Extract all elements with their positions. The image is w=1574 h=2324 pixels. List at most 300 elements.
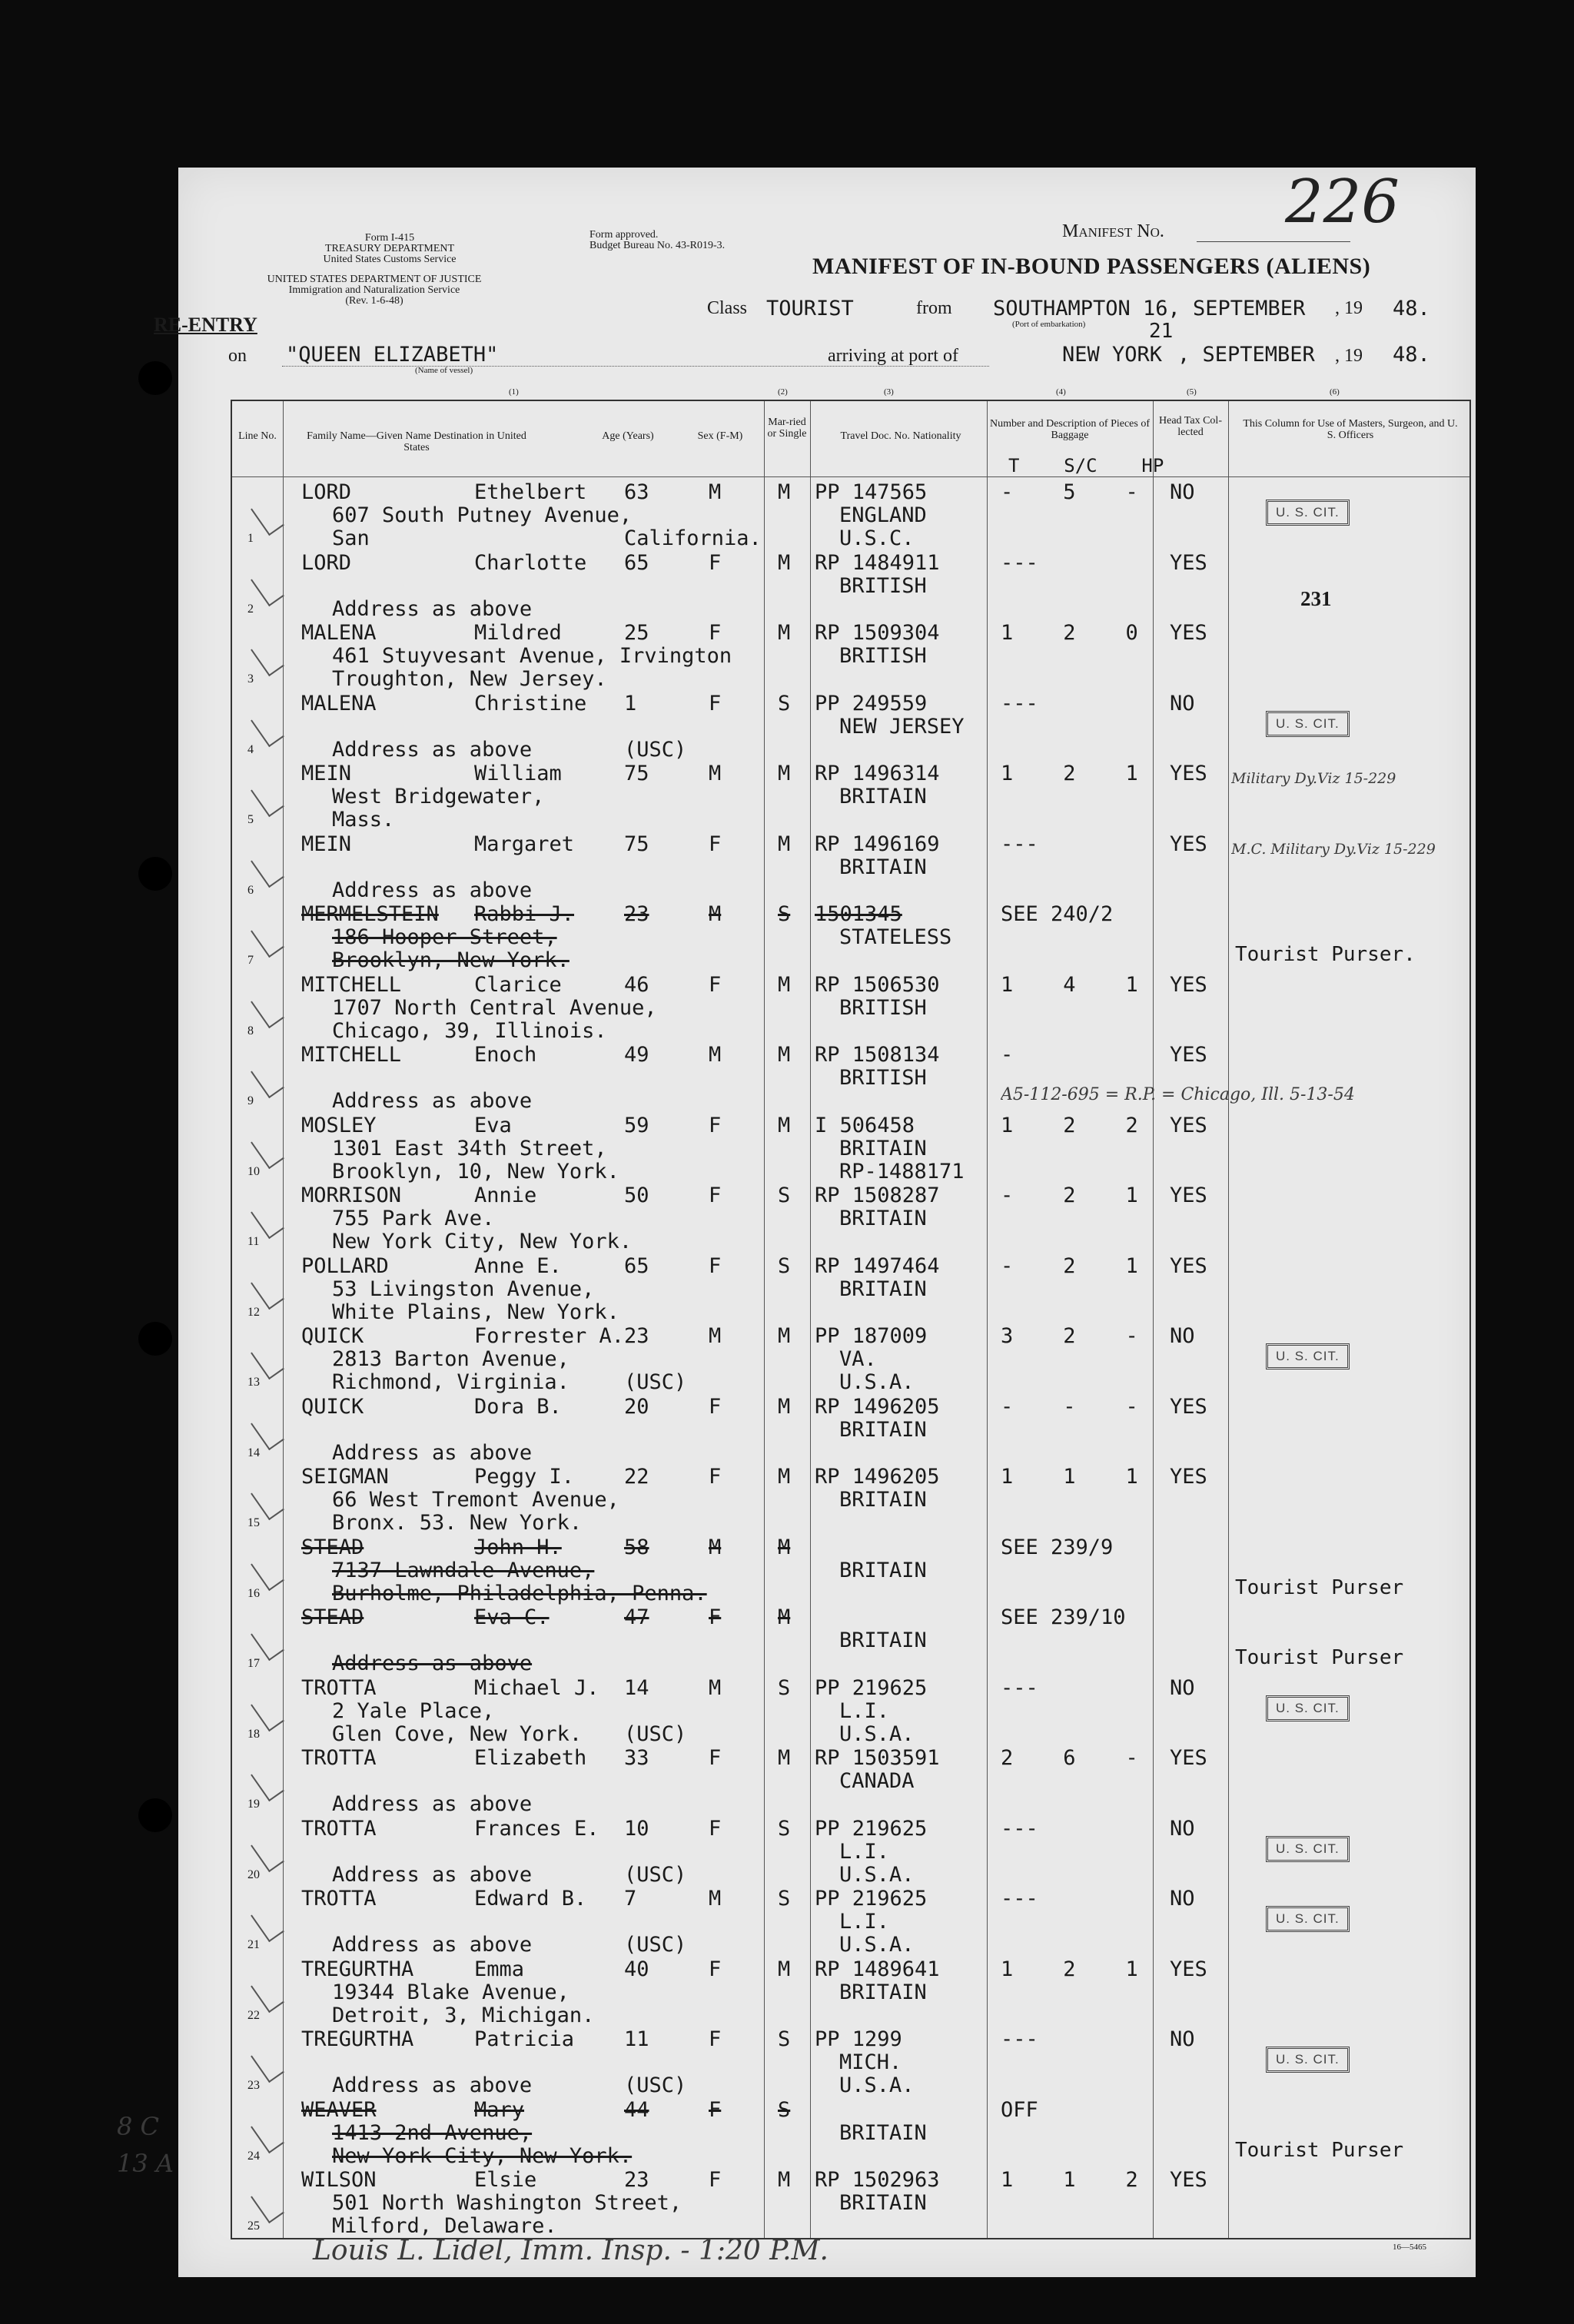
marital-status: M [778,1465,791,1489]
travel-doc: RP 1508134 [815,1043,940,1067]
head-tax: NO [1170,1675,1195,1700]
head-tax: YES [1170,1043,1207,1067]
baggage: --- [1001,1675,1038,1700]
table-row [232,619,1469,689]
table-row [232,1603,1469,1674]
address-line-2: Address as above [332,878,533,902]
address-line-2: Richmond, Virginia. [332,1370,569,1394]
line-number: 8 [247,1024,254,1038]
us-citizen-stamp: U. S. CIT. [1266,1695,1350,1721]
age: 23 [624,902,649,926]
us-citizen-stamp: U. S. CIT. [1266,500,1350,526]
head-tax: YES [1170,1394,1207,1419]
given-name: William [474,762,562,785]
family-name: SEIGMAN [301,1465,389,1489]
baggage: - [1001,1043,1014,1067]
marital-status: M [778,1535,791,1559]
travel-doc: RP 1502963 [815,2168,940,2192]
nationality: BRITAIN [839,1136,927,1160]
address-line-2: Address as above [332,1792,533,1816]
doj-title: UNITED STATES DEPARTMENT OF JUSTICE [267,274,482,285]
vessel-name: "QUEEN ELIZABETH" [286,343,499,367]
colnum-4: (4) [1056,387,1066,397]
line-number: 13 [247,1376,260,1389]
baggage: 1 2 1 [1001,1957,1138,1981]
baggage: SEE 239/10 [1001,1605,1126,1629]
nationality: BRITAIN [839,785,927,808]
given-name: Charlotte [474,550,587,575]
table-row [232,1533,1469,1604]
marital-status: M [778,621,791,645]
travel-doc: PP 187009 [815,1324,928,1348]
table-row [232,1181,1469,1252]
age: 11 [624,2027,649,2051]
age: 63 [624,480,649,504]
family-name: WILSON [301,2168,377,2192]
purser-note: Tourist Purser [1235,1575,1404,1599]
officer-handwritten-note: A5-112-695 = R.P. = Chicago, Ill. 5-13-54 [1001,1085,1355,1104]
family-name: TROTTA [301,1816,377,1841]
colnum-2: (2) [778,387,788,397]
given-name: Forrester A. [474,1324,625,1348]
family-name: TROTTA [301,1675,377,1700]
marital-status: S [778,902,791,926]
check-mark [251,921,284,958]
travel-doc: 1501345 [815,902,902,926]
nationality: VA. [839,1347,877,1371]
line-number: 20 [247,1868,260,1881]
sex: M [709,902,722,926]
address-line-2: Address as above [332,1933,533,1957]
nationality: BRITAIN [839,855,927,879]
family-name: QUICK [301,1394,364,1419]
address-line-2: Troughton, New Jersey. [332,667,607,691]
line-number: 2 [247,602,254,616]
us-citizen-stamp: U. S. CIT. [1266,711,1350,737]
colnum-5: (5) [1187,387,1197,397]
marital-status: S [778,1253,791,1278]
table-row [232,830,1469,901]
check-mark [251,850,284,887]
margin-note-2: 13 A [117,2149,174,2178]
sex: F [709,1113,722,1137]
table-row [232,1674,1469,1745]
nationality: BRITAIN [839,1417,927,1442]
table-row [232,1322,1469,1393]
family-name: POLLARD [301,1253,389,1278]
baggage: --- [1001,1887,1038,1911]
line-number: 9 [247,1094,254,1107]
age: 33 [624,1746,649,1770]
arriving-label: arriving at port of [828,346,958,366]
head-tax: YES [1170,972,1207,997]
address-line-1: 53 Livingston Avenue, [332,1277,595,1301]
nationality: L.I. [839,1698,890,1723]
given-name: Anne E. [474,1253,562,1278]
line-number: 12 [247,1305,260,1319]
sex: F [709,1957,722,1981]
baggage: SEE 240/2 [1001,902,1114,926]
port-embarkation: SOUTHAMPTON [993,297,1131,320]
sex: F [709,1253,722,1278]
family-name: MOSLEY [301,1113,377,1137]
nationality: BRITAIN [839,1277,927,1301]
travel-doc: PP 219625 [815,1816,928,1841]
address-line-1: 2 Yale Place, [332,1698,495,1723]
baggage: SEE 239/9 [1001,1535,1114,1559]
table-row [232,900,1469,971]
baggage: - 2 1 [1001,1184,1138,1207]
family-name: TREGURTHA [301,2027,414,2051]
vessel-caption: (Name of vessel) [415,366,473,375]
baggage: 1 4 1 [1001,972,1138,997]
nationality: BRITISH [839,1066,927,1090]
header-baggage-cols: T S/C HP [1008,455,1164,476]
head-tax: YES [1170,1253,1207,1278]
family-name: MITCHELL [301,972,402,997]
age: 75 [624,832,649,856]
address-line-1: 1707 North Central Avenue, [332,995,657,1020]
table-row [232,2025,1469,2096]
address-line-3: (USC) [624,2073,687,2097]
baggage: 1 2 0 [1001,621,1138,645]
purser-note: Tourist Purser [1235,2138,1404,2162]
us-citizen-stamp: U. S. CIT. [1266,1906,1350,1932]
baggage: --- [1001,691,1038,715]
line-number: 10 [247,1164,260,1178]
given-name: Peggy I. [474,1465,575,1489]
us-citizen-stamp: U. S. CIT. [1266,1836,1350,1862]
given-name: Elsie [474,2168,537,2192]
head-tax: YES [1170,832,1207,856]
head-tax: YES [1170,1465,1207,1489]
table-row [232,549,1469,619]
address-line-3: (USC) [624,1933,687,1957]
officer-handwritten-note: Military Dy.Viz 15-229 [1231,770,1396,787]
sex: F [709,2097,722,2122]
officer-handwritten-note: M.C. Military Dy.Viz 15-229 [1231,840,1436,858]
head-tax: YES [1170,762,1207,785]
head-tax: YES [1170,1113,1207,1137]
nationality: L.I. [839,1910,890,1934]
sex: F [709,1465,722,1489]
table-row [232,478,1469,549]
given-name: John H. [474,1535,562,1559]
given-name: Mildred [474,621,562,645]
family-name: MEIN [301,762,352,785]
marital-status: S [778,2027,791,2051]
address-line-2: New York City, New York. [332,1230,633,1253]
marital-status: M [778,1605,791,1629]
sex: F [709,691,722,715]
line-number: 4 [247,742,254,756]
marital-status: S [778,2097,791,2122]
family-name: LORD [301,480,352,504]
header-sex: Sex (F-M) [697,430,743,442]
sex: F [709,1184,722,1207]
family-name: MERMELSTEIN [301,902,439,926]
travel-doc: RP 1484911 [815,550,940,575]
line-number: 11 [247,1235,260,1248]
baggage: 1 1 2 [1001,2168,1138,2192]
sex: F [709,2168,722,2192]
check-mark [251,569,284,606]
address-line-2: Brooklyn, 10, New York. [332,1159,619,1184]
age: 75 [624,762,649,785]
table-row [232,1884,1469,1955]
baggage: 3 2 - [1001,1324,1138,1348]
marital-status: M [778,832,791,856]
head-tax: NO [1170,2027,1195,2051]
colnum-1: (1) [509,387,519,397]
baggage: --- [1001,832,1038,856]
table-row [232,1462,1469,1533]
from-label: from [916,298,952,318]
address-line-3: (USC) [624,1862,687,1887]
age: 10 [624,1816,649,1841]
address-line-2: Detroit, 3, Michigan. [332,2003,595,2027]
head-tax: NO [1170,1324,1195,1348]
embark-date: 16, SEPTEMBER [1143,297,1306,320]
address-line-2: Address as above [332,1862,533,1887]
purser-note: Tourist Purser. [1235,943,1416,966]
age: 23 [624,2168,649,2192]
marital-status: M [778,972,791,997]
arrival-date: , SEPTEMBER [1177,343,1315,367]
marital-status: M [778,1043,791,1067]
embark-year: 48. [1393,297,1430,320]
sex: F [709,1605,722,1629]
age: 44 [624,2097,649,2122]
sex: M [709,1887,722,1911]
table-row [232,1955,1469,2026]
address-line-2: Milford, Delaware. [332,2214,557,2238]
punch-hole [138,1798,172,1832]
header-married: Mar-ried or Single [767,417,807,440]
address-line-2: Address as above [332,737,533,762]
manifest-title: MANIFEST OF IN-BOUND PASSENGERS (ALIENS) [812,254,1371,279]
age: 7 [624,1887,637,1911]
address-line-2: Address as above [332,1652,533,1675]
head-tax: YES [1170,1184,1207,1207]
marital-status: S [778,1887,791,1911]
nationality: ENGLAND [839,503,927,527]
address-line-2: White Plains, New York. [332,1300,619,1324]
nationality-2: U.S.C. [839,526,915,550]
given-name: Emma [474,1957,525,1981]
address-line-1: 1301 East 34th Street, [332,1136,607,1160]
line-number: 19 [247,1798,260,1811]
address-line-1: 2813 Barton Avenue, [332,1347,569,1371]
table-row [232,1111,1469,1182]
sex: M [709,762,722,785]
given-name: Enoch [474,1043,537,1067]
address-line-3: (USC) [624,1721,687,1746]
nationality-2: U.S.A. [839,2073,915,2097]
travel-doc: RP 1509304 [815,621,940,645]
age: 58 [624,1535,649,1559]
age: 25 [624,621,649,645]
nationality: BRITISH [839,644,927,668]
age: 23 [624,1324,649,1348]
table-row [232,2096,1469,2166]
given-name: Margaret [474,832,575,856]
family-name: MALENA [301,621,377,645]
head-tax: NO [1170,1887,1195,1911]
age: 50 [624,1184,649,1207]
table-row [232,689,1469,760]
sex: F [709,1816,722,1841]
given-name: Clarice [474,972,562,997]
address-line-2: Bronx. 53. New York. [332,1511,583,1535]
manifest-no-label: Manifest No. [1062,221,1164,241]
sex: M [709,1043,722,1067]
given-name: Annie [474,1184,537,1207]
marital-status: M [778,2168,791,2192]
given-name: Frances E. [474,1816,599,1841]
given-name: Patricia [474,2027,575,2051]
marital-status: M [778,1394,791,1419]
line-number: 14 [247,1446,260,1459]
punch-hole [138,361,172,395]
head-tax: YES [1170,2168,1207,2192]
baggage: OFF [1001,2097,1038,2122]
line-number: 5 [247,813,254,826]
sex: M [709,1535,722,1559]
baggage: 1 1 1 [1001,1465,1138,1489]
class-label: Class [707,298,748,318]
line-number: 7 [247,954,254,967]
head-tax: YES [1170,1746,1207,1770]
ins-title: Immigration and Naturalization Service [288,284,460,296]
age: 65 [624,550,649,575]
baggage: --- [1001,550,1038,575]
address-line-2: Mass. [332,808,395,832]
address-line-2: Address as above [332,596,533,621]
purser-note: Tourist Purser [1235,1646,1404,1669]
inspector-signature: Louis L. Lidel, Imm. Insp. - 1:20 P.M. [313,2235,829,2266]
check-mark [251,499,284,536]
sex: M [709,1324,722,1348]
us-citizen-stamp: U. S. CIT. [1266,1343,1350,1370]
officer-note: 231 [1300,586,1332,610]
baggage: - 2 1 [1001,1253,1138,1278]
travel-doc: RP 1496314 [815,762,940,785]
nationality: CANADA [839,1769,915,1793]
given-name: Mary [474,2097,525,2122]
age: 65 [624,1253,649,1278]
line-number: 21 [247,1938,260,1951]
header-age: Age (Years) [602,430,654,442]
family-name: STEAD [301,1605,364,1629]
form-revision: (Rev. 1-6-48) [345,295,403,307]
table-row [232,971,1469,1041]
travel-doc: RP 1496205 [815,1394,940,1419]
customs-service: United States Customs Service [323,254,457,265]
header-officers: This Column for Use of Masters, Surgeon, and U. S. Officers [1243,418,1458,441]
marital-status: M [778,1746,791,1770]
header-travel-doc: Travel Doc. No. Nationality [840,430,961,442]
address-line-1: 755 Park Ave. [332,1207,495,1230]
family-name: MITCHELL [301,1043,402,1067]
address-line-2: Brooklyn, New York. [332,948,569,972]
sex: F [709,2027,722,2051]
footer-code: 16—5465 [1393,2243,1426,2252]
travel-doc: RP 1497464 [815,1253,940,1278]
on-label: on [228,346,247,366]
travel-doc: RP 1506530 [815,972,940,997]
given-name: Ethelbert [474,480,587,504]
header-head-tax: Head Tax Col-lected [1159,415,1222,438]
sex: F [709,972,722,997]
passenger-table [231,400,1471,2239]
embark-year-label: , 19 [1335,298,1363,318]
address-line-2: Chicago, 39, Illinois. [332,1018,607,1043]
table-row [232,759,1469,830]
marital-status: S [778,1184,791,1207]
head-tax: YES [1170,1957,1207,1981]
age: 14 [624,1675,649,1700]
punch-hole [138,1322,172,1356]
given-name: Eva [474,1113,512,1137]
baggage: 1 2 1 [1001,762,1138,785]
header-baggage: Number and Description of Pieces of Baggage [990,418,1150,441]
sex: F [709,832,722,856]
travel-doc: RP 1508287 [815,1184,940,1207]
check-mark [251,639,284,676]
line-number: 15 [247,1516,260,1529]
travel-doc: PP 147565 [815,480,928,504]
address-line-2: Burholme, Philadelphia, Penna. [332,1581,707,1605]
arrival-day: 21 [1149,320,1174,343]
nationality: BRITAIN [839,1980,927,2004]
address-line-1: 501 North Washington Street, [332,2191,682,2215]
travel-doc: I 506458 [815,1113,915,1137]
nationality-2: U.S.A. [839,1721,915,1746]
given-name: Elizabeth [474,1746,587,1770]
address-line-2: Address as above [332,2073,533,2097]
header-name: Family Name—Given Name Destination in United States [307,430,526,453]
manifest-no-line [1197,241,1350,242]
sex: F [709,550,722,575]
travel-doc: RP 1496205 [815,1465,940,1489]
nationality: BRITAIN [839,1558,927,1582]
head-tax: YES [1170,621,1207,645]
punch-hole [138,857,172,891]
us-citizen-stamp: U. S. CIT. [1266,2047,1350,2073]
age: 22 [624,1465,649,1489]
nationality: BRITISH [839,573,927,598]
address-line-1: 1413 2nd Avenue, [332,2120,533,2145]
line-number: 22 [247,2008,260,2022]
family-name: WEAVER [301,2097,377,2122]
address-line-2: San [332,526,370,550]
address-line-3: (USC) [624,1370,687,1394]
marital-status: S [778,1816,791,1841]
margin-note-1: 8 C [117,2112,160,2141]
head-tax: NO [1170,691,1195,715]
budget-bureau: Budget Bureau No. 43-R019-3. [589,240,726,251]
travel-doc: RP 1489641 [815,1957,940,1981]
travel-doc: PP 219625 [815,1887,928,1911]
travel-doc: RP 1496169 [815,832,940,856]
nationality-2: U.S.A. [839,1370,915,1394]
table-row [232,1393,1469,1463]
sex: F [709,1394,722,1419]
reentry-label: RE-ENTRY [154,314,257,336]
nationality-2: RP-1488171 [839,1159,965,1184]
address-line-1: 19344 Blake Avenue, [332,1980,569,2004]
